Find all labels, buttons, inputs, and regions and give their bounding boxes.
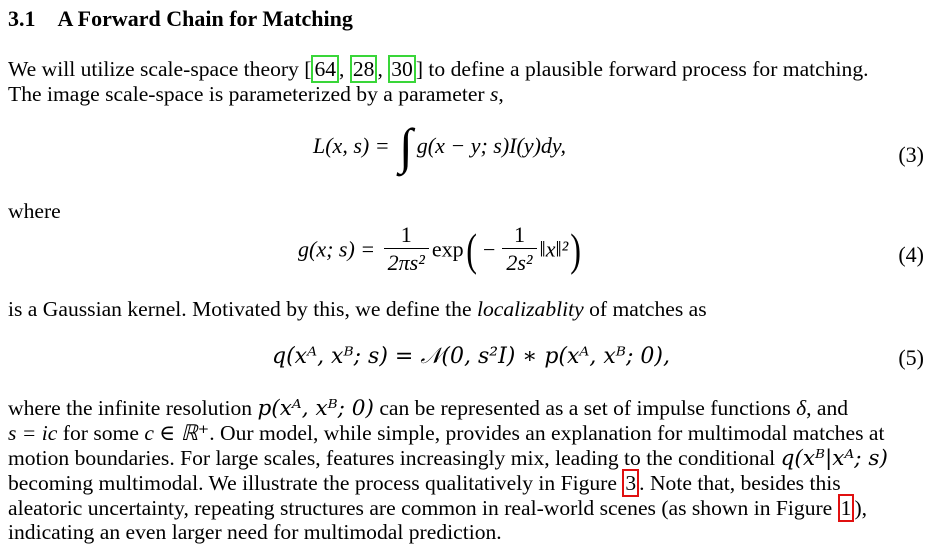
math-expr: p(xᴬ, xᴮ; 0): [257, 396, 374, 421]
text: ,: [377, 57, 389, 81]
equation-number-3: (3): [898, 142, 924, 167]
eq4-lhs: g(x; s) =: [298, 236, 381, 262]
eq3-lhs: L(x, s) =: [313, 133, 396, 159]
figure-link-1[interactable]: 1: [838, 494, 855, 522]
text: . Note that, besides this: [639, 471, 841, 495]
paragraph-3-line-4: [8, 471, 841, 495]
math-var: δ: [796, 396, 807, 420]
minus-sign: −: [482, 236, 496, 262]
fraction-1: [384, 222, 429, 277]
text: can be represented as a set of impulse functions: [373, 396, 797, 420]
text: ,: [339, 57, 350, 81]
citation-bracket: ]: [415, 57, 424, 81]
eq5-expression: q(xᴬ, xᴮ; s) = 𝒩(0, s²I) ∗ p(xᴬ, xᴮ; 0),: [272, 344, 670, 369]
citation-bracket: [: [304, 57, 312, 81]
paragraph-3-line-3: [8, 446, 888, 471]
right-paren: ): [570, 223, 582, 275]
paragraph-1-line-1: [8, 57, 869, 81]
text: ,: [498, 82, 504, 106]
paragraph-3-line-5: [8, 496, 867, 520]
where-label: where: [8, 199, 61, 223]
frac-denominator: 2s²: [506, 250, 533, 275]
integral-sign: ∫: [399, 118, 413, 174]
text: We will utilize scale-space theory: [8, 57, 305, 81]
math-var: s: [490, 82, 499, 106]
math-expr: s = ic: [8, 421, 58, 445]
text: where the infinite resolution: [8, 396, 258, 420]
section-number: 3.1: [8, 6, 36, 31]
text: , and: [806, 396, 849, 420]
equation-number-5: (5): [898, 345, 924, 370]
text: becoming multimodal. We illustrate the process qualitatively in Figure: [8, 471, 623, 495]
paragraph-3-line-1: [8, 396, 848, 421]
equation-5: [272, 343, 670, 369]
text: The image scale-space is parameterized by a parameter: [8, 82, 490, 106]
text: . Our model, while simple, provides an explanation for multimodal matches at: [209, 421, 885, 445]
emphasized-term: localizablity: [476, 297, 584, 321]
math-expr: q(xᴮ|xᴬ; s): [780, 446, 888, 471]
text: to define a plausible forward process for matching.: [423, 57, 869, 81]
left-paren: (: [465, 223, 477, 275]
section-title: A Forward Chain for Matching: [57, 6, 353, 31]
frac-denominator: 2πs²: [387, 250, 425, 275]
exp-operator: exp: [431, 236, 464, 262]
equation-number-4: (4): [898, 242, 924, 267]
equation-4: [298, 222, 584, 277]
equation-3: [313, 118, 566, 174]
paragraph-2: [8, 297, 707, 321]
text: of matches as: [583, 297, 707, 321]
paragraph-3-line-2: [8, 421, 884, 445]
text: for some: [57, 421, 145, 445]
frac-numerator: 1: [384, 222, 429, 249]
paragraph-3-line-6: indicating an even larger need for multimodal prediction.: [8, 520, 502, 544]
citation-link-64[interactable]: 64: [311, 55, 339, 83]
eq3-rhs: g(x − y; s)I(y)dy,: [416, 133, 566, 159]
text: ),: [854, 496, 868, 520]
section-heading: [8, 6, 353, 32]
text: aleatoric uncertainty, repeating structures are common in real-world scenes (as shown in Figure: [8, 496, 838, 520]
text: is a Gaussian kernel. Motivated by this, we define the: [8, 297, 477, 321]
citation-link-30[interactable]: 30: [388, 55, 416, 83]
math-expr: c ∈ ℝ⁺: [144, 421, 210, 445]
citation-link-28[interactable]: 28: [350, 55, 378, 83]
paragraph-1-line-2: [8, 82, 504, 106]
norm-term: ‖x‖²: [539, 236, 569, 262]
frac-numerator: 1: [502, 222, 536, 249]
figure-link-3[interactable]: 3: [622, 469, 639, 497]
fraction-2: [502, 222, 536, 277]
text: motion boundaries. For large scales, features increasingly mix, leading to the conditional: [8, 446, 781, 470]
